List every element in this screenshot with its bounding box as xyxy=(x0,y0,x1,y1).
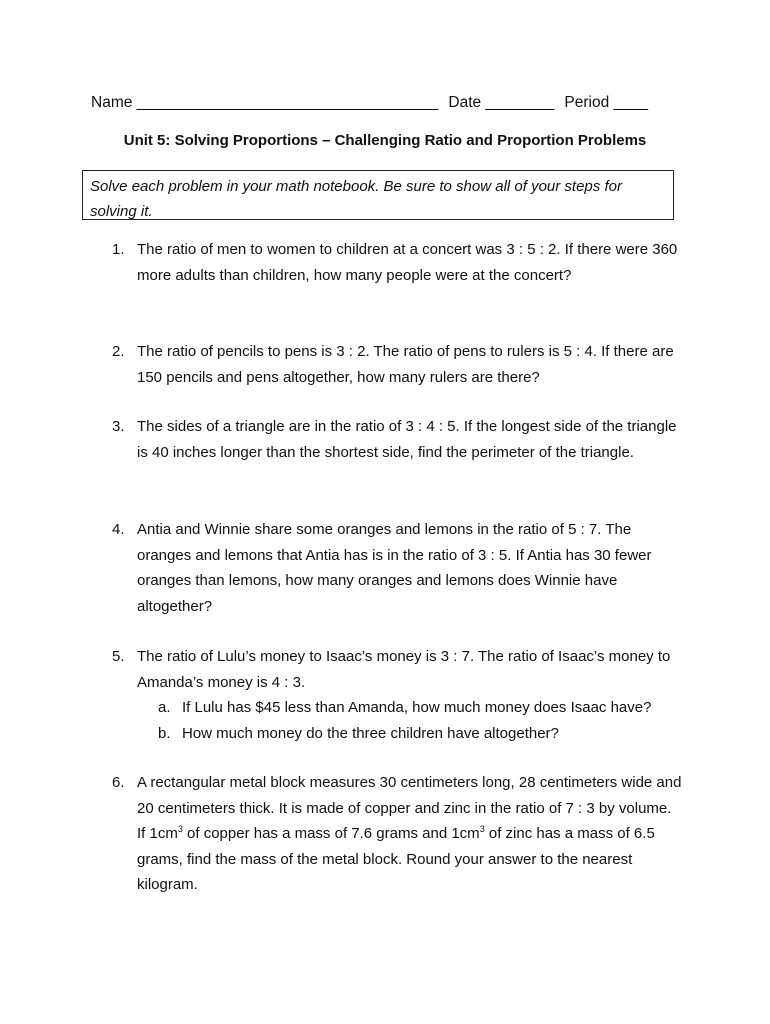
problem-number: 1. xyxy=(112,241,125,258)
sub-question-a xyxy=(158,695,682,721)
problem-text: The sides of a triangle are in the ratio of 3 : 4 : 5. If the longest side of the triangle is 40 inches longer than the shortest side, find the perimeter of the triangle. xyxy=(137,418,677,461)
sub-question-letter: b. xyxy=(158,724,171,742)
worksheet-title: Unit 5: Solving Proportions – Challenging Ratio and Proportion Problems xyxy=(123,132,647,149)
name-field-label: Name ___________________________________ xyxy=(91,94,439,111)
problem-number: 6. xyxy=(112,774,125,791)
instructions-box: Solve each problem in your math notebook. Be sure to show all of your steps for solving it. xyxy=(82,170,674,220)
problem-text: The ratio of pencils to pens is 3 : 2. The ratio of pens to rulers is 5 : 4. If there are 150 pencils and pens altogether, how many rulers are there? xyxy=(137,343,674,386)
date-field-label: Date ________ xyxy=(448,94,555,111)
problem-text-part: A rectangular metal block measures 30 centimeters long, 28 centimeters wide and 20 centimeters thick. It is made of copper and zinc in the ratio of 7 : 3 by volume. If 1cm xyxy=(137,774,682,842)
problem-2 xyxy=(112,339,682,390)
problem-text: The ratio of Lulu’s money to Isaac’s money is 3 : 7. The ratio of Isaac’s money to Amanda’s money is 4 : 3. xyxy=(137,648,671,691)
problem-6 xyxy=(112,770,682,898)
period-field-label: Period ____ xyxy=(564,94,648,111)
problem-number: 2. xyxy=(112,343,125,360)
problem-1 xyxy=(112,237,682,288)
sub-question-text: If Lulu has $45 less than Amanda, how much money does Isaac have? xyxy=(182,699,652,716)
problem-number: 4. xyxy=(112,521,125,538)
sub-question-text: How much money do the three children have altogether? xyxy=(182,724,559,742)
superscript-cubed: 3 xyxy=(479,824,485,834)
problem-text: The ratio of men to women to children at a concert was 3 : 5 : 2. If there were 360 more adults than children, how many people were at the concert? xyxy=(137,241,678,284)
problem-text-part: of zinc has a mass of 6.5 grams, find the mass of the metal block. Round your answer to the nearest kilogram. xyxy=(137,825,655,893)
sub-question-letter: a. xyxy=(158,699,171,716)
problem-5 xyxy=(112,644,682,746)
problem-text: Antia and Winnie share some oranges and lemons in the ratio of 5 : 7. The oranges and lemons that Antia has is in the ratio of 3 : 5. If Antia has 30 fewer oranges than lemons, how many oranges and lemons does Winnie have altogether? xyxy=(137,521,652,615)
superscript-cubed: 3 xyxy=(177,824,183,834)
problem-text-part: of copper has a mass of 7.6 grams and 1cm xyxy=(182,825,480,842)
problem-4 xyxy=(112,517,682,619)
student-info-line xyxy=(91,94,648,112)
problem-number: 5. xyxy=(112,648,125,665)
problem-number: 3. xyxy=(112,418,125,435)
problem-text xyxy=(137,770,682,898)
sub-question-b xyxy=(158,721,682,747)
problem-3 xyxy=(112,414,682,465)
